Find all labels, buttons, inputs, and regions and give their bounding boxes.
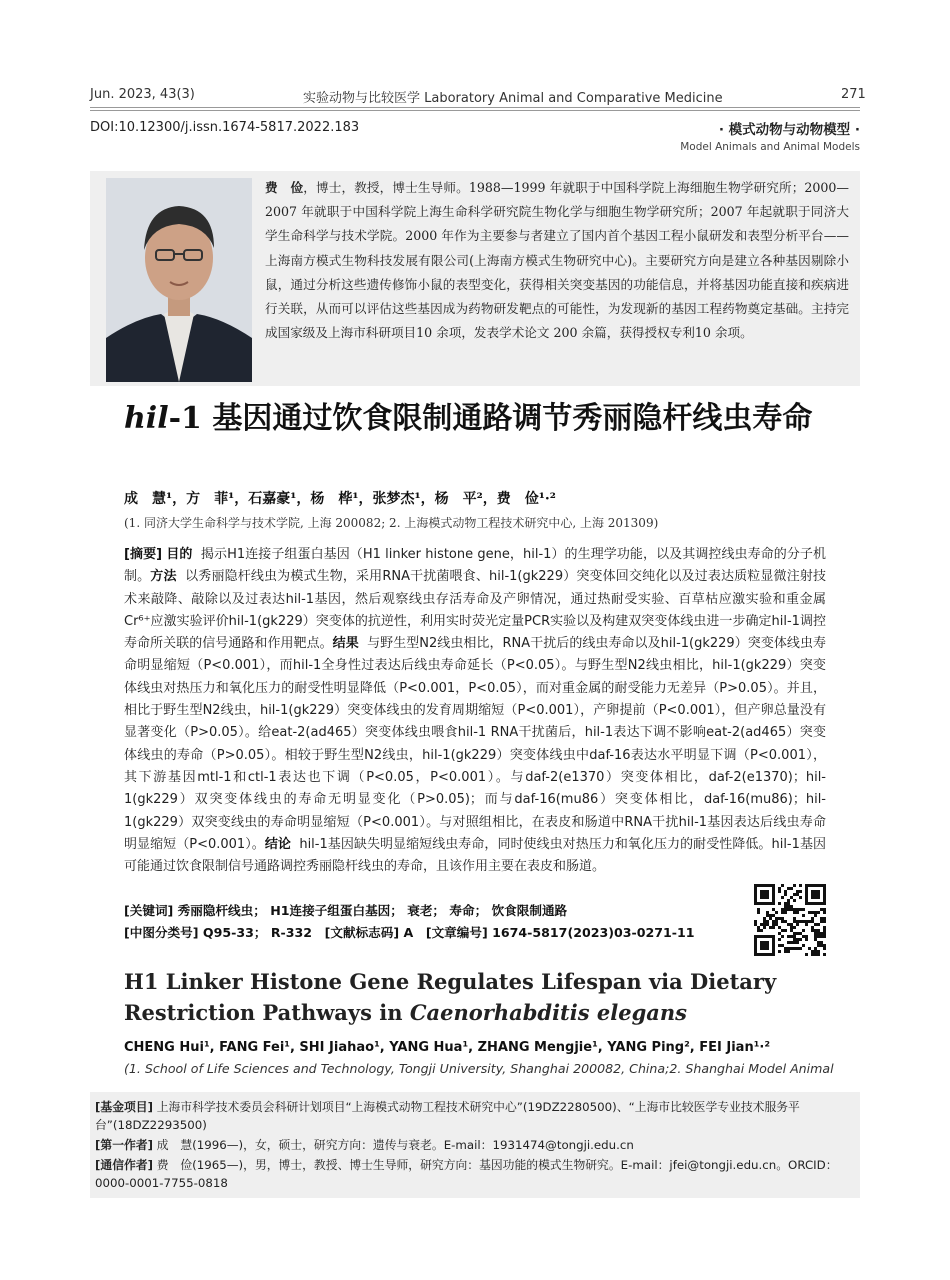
abstract-label: [摘要]	[124, 547, 163, 562]
journal-name: 实验动物与比较医学 Laboratory Animal and Comparative Medicine	[303, 91, 723, 106]
abstract-cn	[124, 544, 826, 878]
result-label: 结果	[332, 636, 359, 652]
purpose-text: 揭示H1连接子组蛋白基因（H1 linker histone gene，hil-1）的生理学功能，以及其调控线虫寿命的分子机制。	[124, 547, 826, 585]
section-title-cn: · 模式动物与动物模型 ·	[718, 122, 860, 138]
corresponding-author-note	[95, 1156, 855, 1192]
authors-cn: 成 慧¹，方 菲¹，石嘉豪¹，杨 桦¹，张梦杰¹，杨 平²，费 俭¹·²	[124, 491, 556, 507]
affiliation-en: (1. School of Life Sciences and Technology, Tongji University, Shanghai 200082, China;2. Shanghai Model Animal	[124, 1061, 834, 1076]
corresponding-label: [通信作者]	[95, 1158, 153, 1172]
fund-text: 上海市科学技术委员会科研计划项目“上海模式动物工程技术研究中心”(19DZ2280500)、“上海市比较医学专业技术服务平台”(18DZ2293500)	[95, 1100, 800, 1132]
header-rule	[90, 107, 860, 108]
fund-note	[95, 1098, 855, 1134]
author-bio	[265, 176, 849, 345]
purpose-label: 目的	[166, 547, 193, 562]
title-en-species: Caenorhabditis elegans	[409, 1000, 687, 1025]
title-en-main: H1 Linker Histone Gene Regulates Lifespan via Dietary Restriction Pathways in	[124, 969, 777, 1025]
bio-text: ，博士，教授，博士生导师。1988—1999 年就职于中国科学院上海细胞生物学研究所；2000—2007 年就职于中国科学院上海生命科学研究院生物化学与细胞生物学研究所；2007 年起就职于同济大学生命科学与技术学院。2000 年作为主要参与者建立了国内首个基因工程小鼠研发和表型分析平台——上海南方模式生物科技发展有限公司(上海南方模式生物研究中心)。主要研究方向是建立各种基因剔除小鼠，通过分析这些遗传修饰小鼠的表型变化，获得相关突变基因的功能信息，并将基因功能直接和疾病进行关联，从而可以评估这些基因成为药物研发靶点的可能性，为发现新的基因工程药物奠定基础。主持完成国家级及上海市科研项目10 余项，发表学术论文 200 余篇，获得授权专利10 余项。	[265, 180, 850, 341]
title-gene: hil	[124, 401, 169, 436]
first-author-label: [第一作者]	[95, 1138, 153, 1152]
author-photo	[106, 178, 252, 382]
article-title-en	[124, 966, 826, 1028]
bio-name: 费 俭	[265, 180, 304, 195]
fund-label: [基金项目]	[95, 1100, 153, 1114]
method-label: 方法	[150, 569, 177, 585]
journal-issue: Jun. 2023, 43(3)	[90, 87, 195, 102]
article-title-cn	[124, 398, 844, 440]
authors-en: CHENG Hui¹, FANG Fei¹, SHI Jiahao¹, YANG Hua¹, ZHANG Mengjie¹, YANG Ping², FEI Jian¹·²	[124, 1040, 771, 1055]
first-author-text: 成 慧(1996—)，女，硕士，研究方向：遗传与衰老。E-mail：1931474@tongji.edu.cn	[156, 1138, 634, 1152]
keywords: [关键词] 秀丽隐杆线虫； H1连接子组蛋白基因； 衰老； 寿命； 饮食限制通路	[124, 903, 568, 918]
header-rule-2	[90, 110, 860, 111]
method-text: 以秀丽隐杆线虫为模式生物，采用RNA干扰菌喂食、hil-1(gk229）突变体回交纯化以及过表达质粒显微注射技术来敲降、敲除以及过表达hil-1基因，然后观察线虫存活寿命及产卵情况，通过热耐受实验、百草枯应激实验和重金属Cr⁶⁺应激实验评价hil-1(gk229）突变体的抗逆性，利用实时荧光定量PCR实验以及构建双突变体线虫进一步确定hil-1调控寿命所关联的信号通路和作用靶点。	[124, 569, 826, 652]
first-author-note	[95, 1136, 855, 1154]
qr-code[interactable]	[754, 884, 826, 956]
conclusion-text: hil-1基因缺失明显缩短线虫寿命，同时使线虫对热压力和氧化压力的耐受性降低。hil-1基因可能通过饮食限制信号通路调控秀丽隐杆线虫的寿命，且该作用主要在表皮和肠道。	[124, 836, 826, 875]
classification: [中图分类号] Q95-33； R-332 [文献标志码] A [文章编号] 1674-5817(2023)03-0271-11	[124, 925, 695, 940]
section-title-en: Model Animals and Animal Models	[680, 141, 860, 153]
affiliation-cn: (1. 同济大学生命科学与技术学院, 上海 200082; 2. 上海模式动物工程技术研究中心, 上海 201309)	[124, 516, 659, 530]
conclusion-label: 结论	[264, 836, 291, 852]
result-text: 与野生型N2线虫相比，RNA干扰后的线虫寿命以及hil-1(gk229）突变体线虫寿命明显缩短（P<0.001），而hil-1全身性过表达后线虫寿命延长（P<0.05）。与野生型N2线虫相比，hil-1(gk229）突变体线虫对热压力和氧化压力的耐受性明显降低（P<0.001，P<0.05），而对重金属的耐受能力无差异（P>0.05）。并且，相比于野生型N2线虫，hil-1(gk229）突变体线虫的发育周期缩短（P<0.001），产卵提前（P<0.001），但产卵总量没有显著变化（P>0.05）。给eat-2(ad465）突变体线虫喂食hil-1 RNA干扰菌后，hil-1表达下调不影响eat-2(ad465）突变体线虫的寿命（P>0.05）。相较于野生型N2线虫，hil-1(gk229）突变体线虫中daf-16表达水平明显下调（P<0.001），其下游基因mtl-1和ctl-1表达也下调（P<0.05，P<0.001）。与daf-2(e1370）突变体相比，daf-2(e1370)；hil-1(gk229）双突变体线虫的寿命无明显变化（P>0.05)；而与daf-16(mu86）突变体相比，daf-16(mu86)；hil-1(gk229）双突变线虫的寿命明显缩短（P<0.001）。与对照组相比，在表皮和肠道中RNA干扰hil-1基因表达后线虫寿命明显缩短（P<0.001）。	[124, 636, 826, 852]
corresponding-text: 费 俭(1965—)，男，博士，教授、博士生导师，研究方向：基因功能的模式生物研究。E-mail：jfei@tongji.edu.cn。ORCID：0000-0001-7755-0818	[95, 1158, 838, 1190]
title-rest: -1 基因通过饮食限制通路调节秀丽隐杆线虫寿命	[168, 401, 813, 436]
page-number: 271	[841, 87, 866, 102]
doi[interactable]: DOI:10.12300/j.issn.1674-5817.2022.183	[90, 120, 360, 135]
